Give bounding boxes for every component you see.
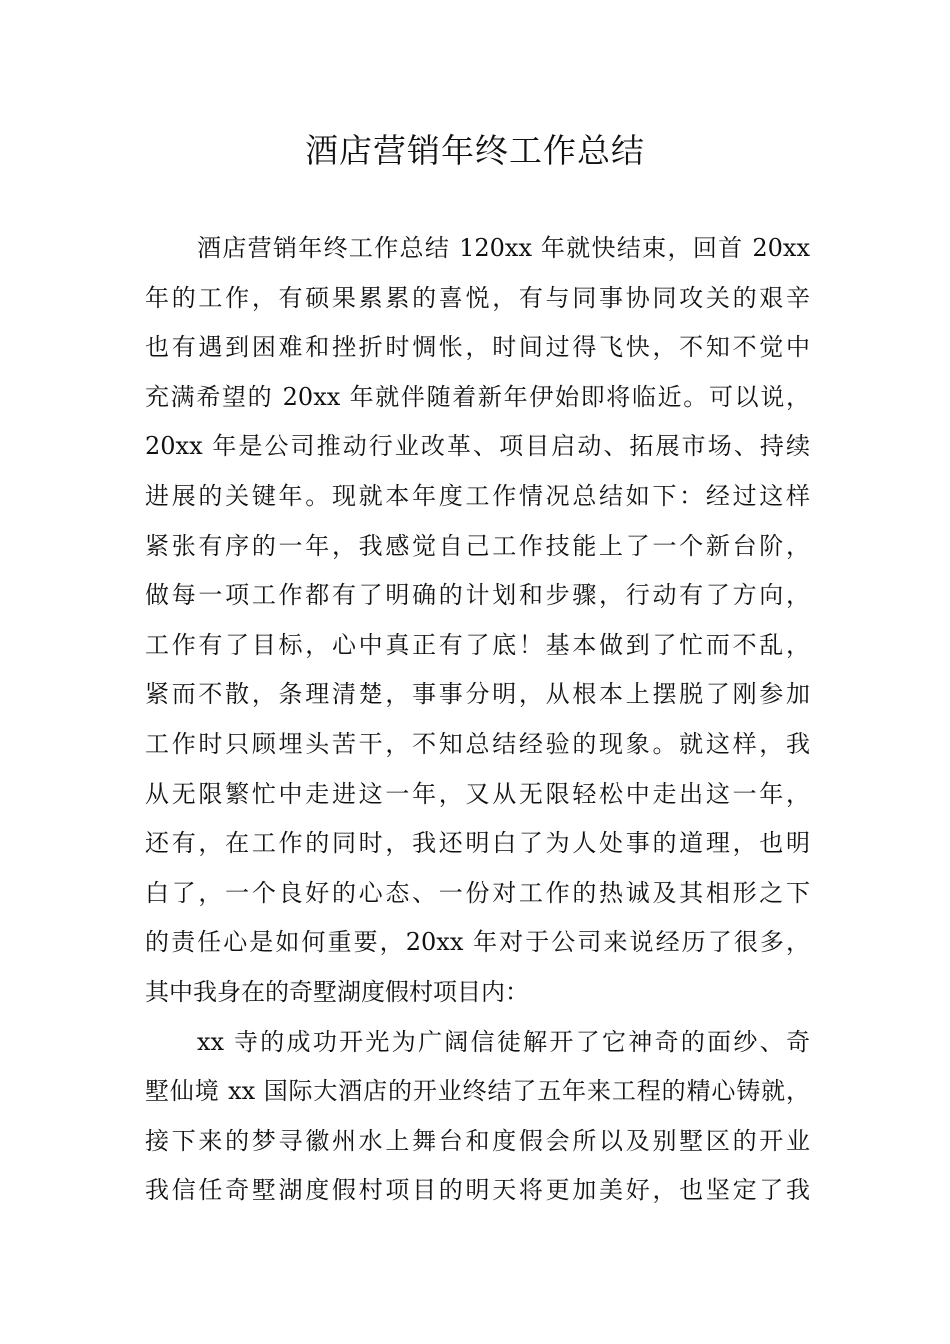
paragraph-line: 工作有了目标，心中真正有了底！基本做到了忙而不乱，	[145, 630, 810, 659]
paragraph-line: 其中我身在的奇墅湖度假村项目内：	[145, 977, 529, 1006]
paragraph-line: 还有，在工作的同时，我还明白了为人处事的道理，也明	[145, 829, 810, 858]
paragraph-line: 从无限繁忙中走进这一年，又从无限轻松中走出这一年，	[145, 779, 810, 808]
paragraph-line: xx 寺的成功开光为广阔信徒解开了它神奇的面纱、奇	[197, 1027, 810, 1056]
paragraph-line: 我信任奇墅湖度假村项目的明天将更加美好，也坚定了我	[145, 1176, 810, 1205]
document-body	[145, 224, 810, 1216]
paragraph-line: 年的工作，有硕果累累的喜悦，有与同事协同攻关的艰辛	[145, 283, 810, 312]
paragraph-line: 白了，一个良好的心态、一份对工作的热诚及其相形之下	[145, 878, 810, 907]
paragraph-line: 也有遇到困难和挫折时惆怅，时间过得飞快，不知不觉中	[145, 333, 810, 362]
document-title: 酒店营销年终工作总结	[305, 131, 645, 170]
paragraph-line: 工作时只顾埋头苦干，不知总结经验的现象。就这样，我	[145, 729, 810, 758]
paragraph-2	[145, 1018, 810, 1216]
paragraph-line: 紧张有序的一年，我感觉自己工作技能上了一个新台阶，	[145, 531, 810, 560]
paragraph-line: 做每一项工作都有了明确的计划和步骤，行动有了方向，	[145, 581, 810, 610]
paragraph-line: 20xx 年是公司推动行业改革、项目启动、拓展市场、持续	[145, 432, 810, 461]
paragraph-line: 充满希望的 20xx 年就伴随着新年伊始即将临近。可以说，	[145, 382, 810, 411]
paragraph-line: 接下来的梦寻徽州水上舞台和度假会所以及别墅区的开业	[145, 1126, 810, 1155]
paragraph-line: 进展的关键年。现就本年度工作情况总结如下：经过这样	[145, 481, 810, 510]
paragraph-1	[145, 224, 810, 1018]
paragraph-line: 墅仙境 xx 国际大酒店的开业终结了五年来工程的精心铸就，	[145, 1077, 810, 1106]
paragraph-line: 紧而不散，条理清楚，事事分明，从根本上摆脱了刚参加	[145, 680, 810, 709]
paragraph-line: 酒店营销年终工作总结 120xx 年就快结束，回首 20xx	[197, 234, 810, 262]
paragraph-line: 的责任心是如何重要，20xx 年对于公司来说经历了很多，	[145, 928, 810, 957]
